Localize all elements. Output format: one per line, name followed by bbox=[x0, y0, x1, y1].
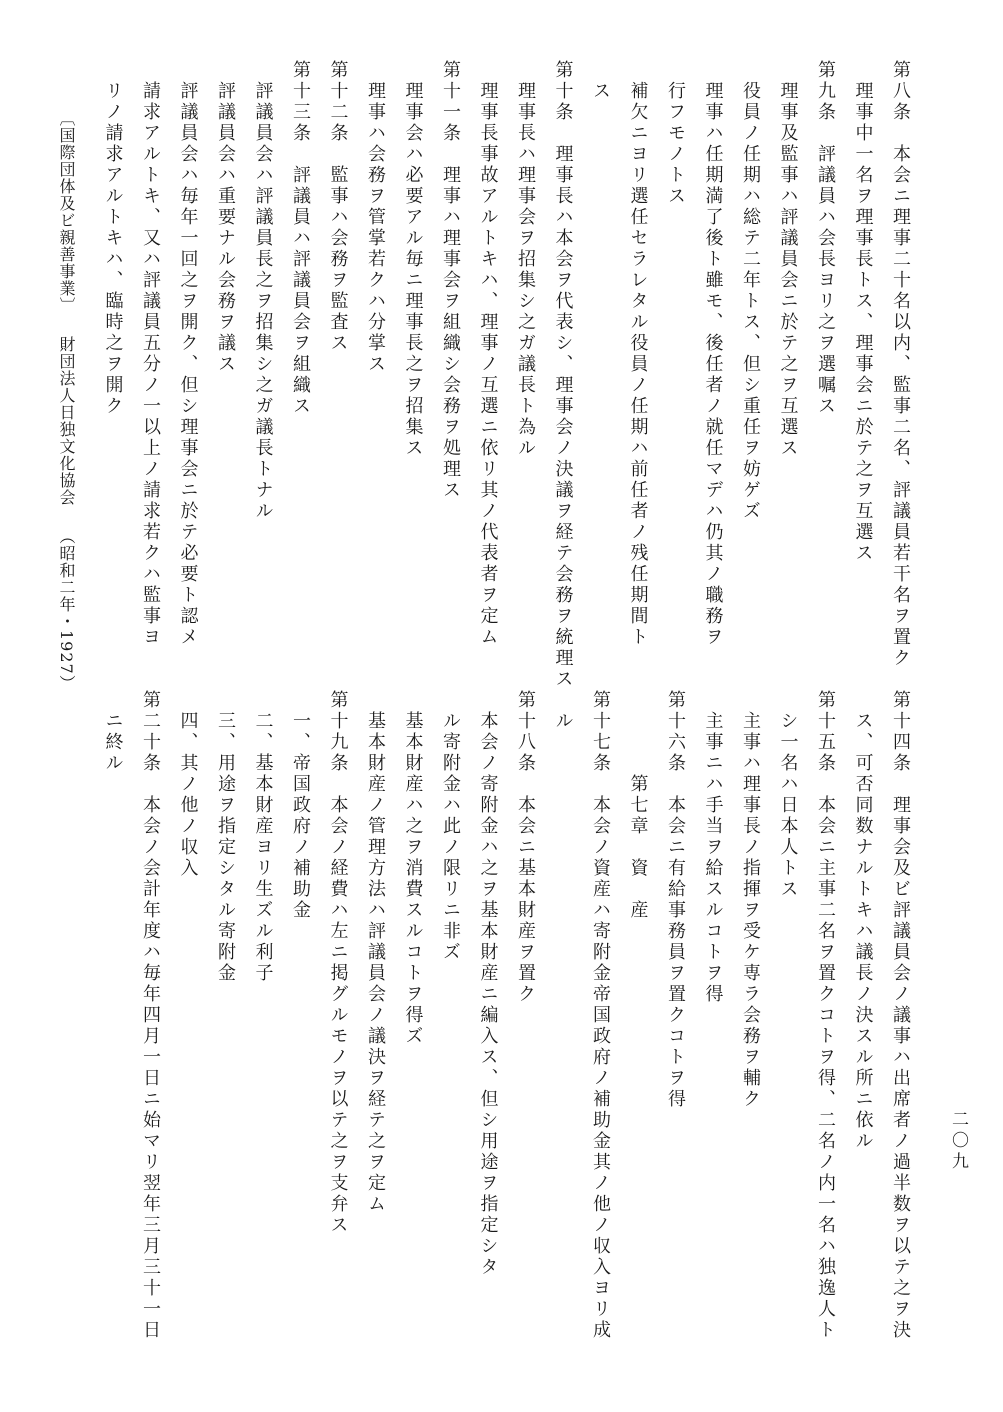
lower-text-line: 本会ノ寄附金ハ之ヲ基本財産ニ編入ス、但シ用途ヲ指定シタ bbox=[477, 690, 499, 1278]
lower-text-line: 三、用途ヲ指定シタル寄附金 bbox=[215, 690, 236, 984]
lower-text-line: 基本財産ノ管理方法ハ評議員会ノ議決ヲ経テ之ヲ定ム bbox=[365, 690, 386, 1215]
lower-text-line: 主事ハ理事長ノ指揮ヲ受ケ専ラ会務ヲ輔ク bbox=[740, 690, 761, 1110]
lower-text-line: シ一名ハ日本人トス bbox=[777, 690, 799, 900]
upper-text-line: 第八条 本会ニ理事二十名以内、監事二名、評議員若干名ヲ置ク bbox=[890, 60, 911, 669]
upper-text-line: 第十三条 評議員ハ評議員会ヲ組織ス bbox=[290, 60, 311, 417]
upper-text-line: 理事会ハ必要アル毎ニ理事長之ヲ招集ス bbox=[402, 60, 424, 459]
upper-text-line: 理事長ハ理事会ヲ招集シ之ガ議長ト為ル bbox=[515, 60, 536, 459]
lower-text-line: 第七章 資 産 bbox=[627, 690, 649, 921]
upper-text-line: 理事長事故アルトキハ、理事ノ互選ニ依リ其ノ代表者ヲ定ム bbox=[477, 60, 499, 648]
upper-text-line: 第九条 評議員ハ会長ヨリ之ヲ選嘱ス bbox=[815, 60, 836, 417]
lower-text-line: 第十七条 本会ノ資産ハ寄附金帝国政府ノ補助金其ノ他ノ収入ヨリ成 bbox=[590, 690, 611, 1341]
lower-text-line: 第十九条 本会ノ経費ハ左ニ掲グルモノヲ以テ之ヲ支弁ス bbox=[327, 690, 349, 1236]
lower-text-line: 第十六条 本会ニ有給事務員ヲ置クコトヲ得 bbox=[665, 690, 686, 1110]
lower-text-line: 四、其ノ他ノ収入 bbox=[177, 690, 199, 879]
upper-text-line: 第十一条 理事ハ理事会ヲ組織シ会務ヲ処理ス bbox=[440, 60, 461, 501]
upper-text-block bbox=[60, 60, 943, 690]
footer-organization: 財団法人日独文化協会 bbox=[57, 336, 76, 507]
lower-text-line: ス、可否同数ナルトキハ議長ノ決スル所ニ依ル bbox=[852, 690, 874, 1152]
upper-text-line: 理事及監事ハ評議員会ニ於テ之ヲ互選ス bbox=[777, 60, 799, 459]
upper-text-line: 評議員会ハ評議員長之ヲ招集シ之ガ議長トナル bbox=[252, 60, 274, 522]
upper-text-line: 行フモノトス bbox=[665, 60, 686, 207]
lower-text-block bbox=[60, 690, 943, 1341]
page-number: 二〇九 bbox=[948, 1110, 968, 1173]
upper-text-line: ス bbox=[590, 60, 611, 102]
footer-date: （昭和二年・1927） bbox=[57, 528, 76, 692]
upper-text-line: 第十条 理事長ハ本会ヲ代表シ、理事会ノ決議ヲ経テ会務ヲ統理ス bbox=[552, 60, 574, 690]
upper-text-line: 役員ノ任期ハ総テ二年トス、但シ重任ヲ妨ゲズ bbox=[740, 60, 761, 522]
upper-text-line: 請求アルトキ、又ハ評議員五分ノ一以上ノ請求若クハ監事ヨ bbox=[140, 60, 161, 648]
lower-text-line: 基本財産ハ之ヲ消費スルコトヲ得ズ bbox=[402, 690, 424, 1047]
lower-text-line: ル bbox=[552, 690, 574, 732]
upper-text-line: リノ請求アルトキハ、臨時之ヲ開ク bbox=[102, 60, 124, 417]
lower-text-line: ニ終ル bbox=[102, 690, 124, 774]
lower-text-line: 第十五条 本会ニ主事二名ヲ置クコトヲ得、二名ノ内一名ハ独逸人ト bbox=[815, 690, 836, 1341]
upper-text-line: 補欠ニヨリ選任セラレタル役員ノ任期ハ前任者ノ残任期間ト bbox=[627, 60, 649, 648]
upper-text-line: 理事中一名ヲ理事長トス、理事会ニ於テ之ヲ互選ス bbox=[852, 60, 874, 564]
upper-text-line: 第十二条 監事ハ会務ヲ監査ス bbox=[327, 60, 349, 354]
lower-text-line: 一、帝国政府ノ補助金 bbox=[290, 690, 311, 921]
lower-text-line: 主事ニハ手当ヲ給スルコトヲ得 bbox=[702, 690, 724, 1005]
upper-text-line: 評議員会ハ重要ナル会務ヲ議ス bbox=[215, 60, 236, 375]
upper-text-line: 評議員会ハ毎年一回之ヲ開ク、但シ理事会ニ於テ必要ト認メ bbox=[177, 60, 199, 648]
lower-text-line: 第二十条 本会ノ会計年度ハ毎年四月一日ニ始マリ翌年三月三十一日 bbox=[140, 690, 161, 1341]
running-footer bbox=[56, 110, 76, 708]
lower-text-line: ル寄附金ハ此ノ限リニ非ズ bbox=[440, 690, 461, 963]
lower-text-line: 二、基本財産ヨリ生ズル利子 bbox=[252, 690, 274, 984]
footer-category: 〔国際団体及ビ親善事業〕 bbox=[57, 110, 76, 314]
upper-text-line: 理事ハ任期満了後ト雖モ、後任者ノ就任マデハ仍其ノ職務ヲ bbox=[702, 60, 724, 648]
lower-text-line: 第十八条 本会ニ基本財産ヲ置ク bbox=[515, 690, 536, 1005]
upper-text-line: 理事ハ会務ヲ管掌若クハ分掌ス bbox=[365, 60, 386, 375]
lower-text-line: 第十四条 理事会及ビ評議員会ノ議事ハ出席者ノ過半数ヲ以テ之ヲ決 bbox=[890, 690, 911, 1341]
